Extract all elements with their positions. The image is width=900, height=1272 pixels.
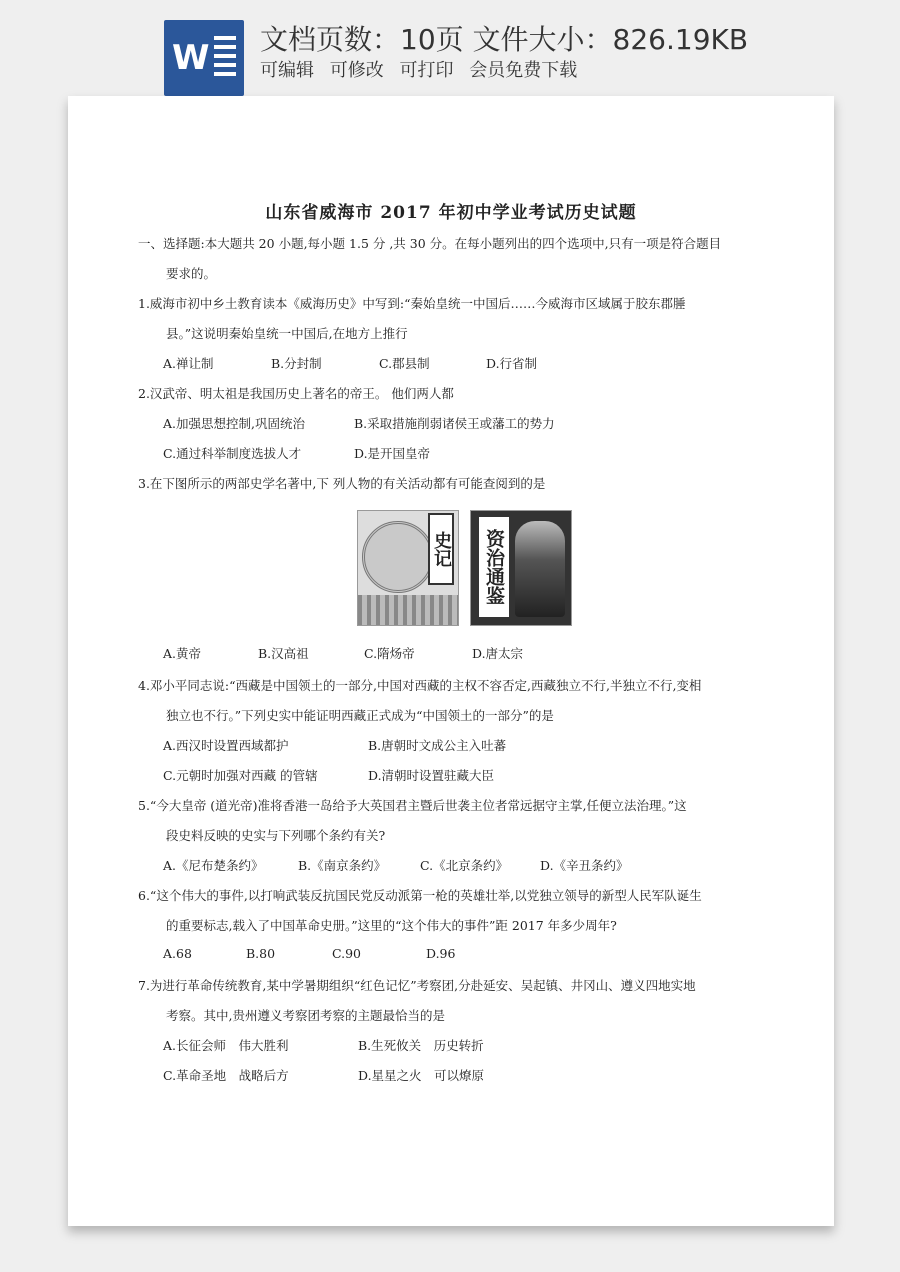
question-7-cont: 考察。其中,贵州遵义考察团考察的主题最恰当的是 — [166, 1008, 445, 1023]
document-page — [68, 96, 834, 1226]
q5-option-b: B.《南京条约》 — [298, 858, 387, 873]
q4-option-d: D.清朝时设置驻藏大臣 — [368, 768, 495, 783]
q2-option-c: C.通过科举制度选拔人才 — [163, 446, 302, 461]
q7-option-d: D.星星之火 可以燎原 — [358, 1068, 485, 1083]
q5-option-c: C.《北京条约》 — [420, 858, 509, 873]
feature-list — [260, 56, 587, 82]
question-4-cont: 独立也不行。”下列史实中能证明西藏正式成为“中国领土的一部分”的是 — [166, 708, 554, 723]
q3-option-d: D.唐太宗 — [472, 646, 524, 661]
q1-option-a: A.禅让制 — [163, 356, 214, 371]
feature-modifiable: 可修改 — [329, 60, 384, 81]
q2-option-b: B.采取措施削弱诸侯王或藩工的势力 — [354, 416, 555, 431]
q1-option-b: B.分封制 — [271, 356, 322, 371]
q7-option-b: B.生死攸关 历史转折 — [358, 1038, 484, 1053]
shiji-book-cover-image — [357, 510, 459, 626]
question-6-cont: 的重要标志,载入了中国革命史册。”这里的“这个伟大的事件”距 2017 年多少周年? — [166, 918, 617, 933]
q7-option-c: C.革命圣地 战略后方 — [163, 1068, 289, 1083]
question-1-cont: 县。”这说明秦始皇统一中国后,在地方上推行 — [166, 326, 408, 341]
document-info-title: 文档页数：10页 文件大小：826.19KB — [260, 23, 749, 56]
q6-option-d: D.96 — [426, 946, 456, 961]
question-5: 5.“今大皇帝 (道光帝)准将香港一岛给予大英国君主暨后世袭主位者常远据守主掌,任便立法治理。”这 — [138, 798, 687, 813]
question-1: 1.威海市初中乡土教育读本《威海历史》中写到:“秦始皇统一中国后……今威海市区域属于胶东郡腄 — [138, 296, 686, 311]
q2-option-a: A.加强思想控制,巩固统治 — [163, 416, 305, 431]
zizhitongjian-book-cover-image — [470, 510, 572, 626]
q6-option-c: C.90 — [332, 946, 361, 961]
q2-option-d: D.是开国皇帝 — [354, 446, 431, 461]
q1-option-d: D.行省制 — [486, 356, 538, 371]
q3-option-c: C.隋炀帝 — [364, 646, 415, 661]
q3-option-b: B.汉高祖 — [258, 646, 309, 661]
q1-option-c: C.郡县制 — [379, 356, 430, 371]
feature-free-download: 会员免费下载 — [469, 60, 578, 81]
q4-option-b: B.唐朝时文成公主入吐蕃 — [368, 738, 507, 753]
historian-figure — [515, 521, 565, 617]
section-instruction: 一、选择题:本大题共 20 小题,每小题 1.5 分 ,共 30 分。在每小题列出的四个选项中,只有一项是符合题目 — [138, 236, 722, 251]
question-5-cont: 段史料反映的史实与下列哪个条约有关? — [166, 828, 386, 843]
shiji-title: 史记 — [428, 513, 454, 585]
feature-editable: 可编辑 — [260, 60, 314, 81]
page-title: 山东省威海市 2017 年初中学业考试历史试题 — [265, 203, 637, 223]
zizhitongjian-title: 资治通鉴 — [477, 515, 511, 619]
q4-option-c: C.元朝时加强对西藏 的管辖 — [163, 768, 318, 783]
header-banner — [0, 0, 900, 96]
question-7: 7.为进行革命传统教育,某中学暑期组织“红色记忆”考察团,分赴延安、吴起镇、井冈山、遵义四地实地 — [138, 978, 696, 993]
cover-pattern — [362, 521, 434, 593]
q6-option-a: A.68 — [163, 946, 192, 961]
q4-option-a: A.西汉时设置西域都护 — [163, 738, 289, 753]
question-4: 4.邓小平同志说:“西藏是中国领土的一部分,中国对西藏的主权不容否定,西藏独立不行,半独立不行,变相 — [138, 678, 702, 693]
q7-option-a: A.长征会师 伟大胜利 — [163, 1038, 289, 1053]
question-2: 2.汉武帝、明太祖是我国历史上著名的帝王。 他们两人都 — [138, 386, 454, 401]
section-instruction-cont: 要求的。 — [166, 266, 217, 281]
word-document-icon: W — [164, 20, 244, 96]
feature-printable: 可打印 — [399, 60, 454, 81]
q5-option-d: D.《辛丑条约》 — [540, 858, 629, 873]
q3-option-a: A.黄帝 — [163, 646, 202, 661]
q5-option-a: A.《尼布楚条约》 — [163, 858, 264, 873]
chariot-frieze — [358, 595, 458, 625]
question-3: 3.在下图所示的两部史学名著中,下 列人物的有关活动都有可能查阅到的是 — [138, 476, 546, 491]
question-6: 6.“这个伟大的事件,以打响武装反抗国民党反动派第一枪的英雄壮举,以党独立领导的新型人民军队诞生 — [138, 888, 702, 903]
q6-option-b: B.80 — [246, 946, 276, 961]
